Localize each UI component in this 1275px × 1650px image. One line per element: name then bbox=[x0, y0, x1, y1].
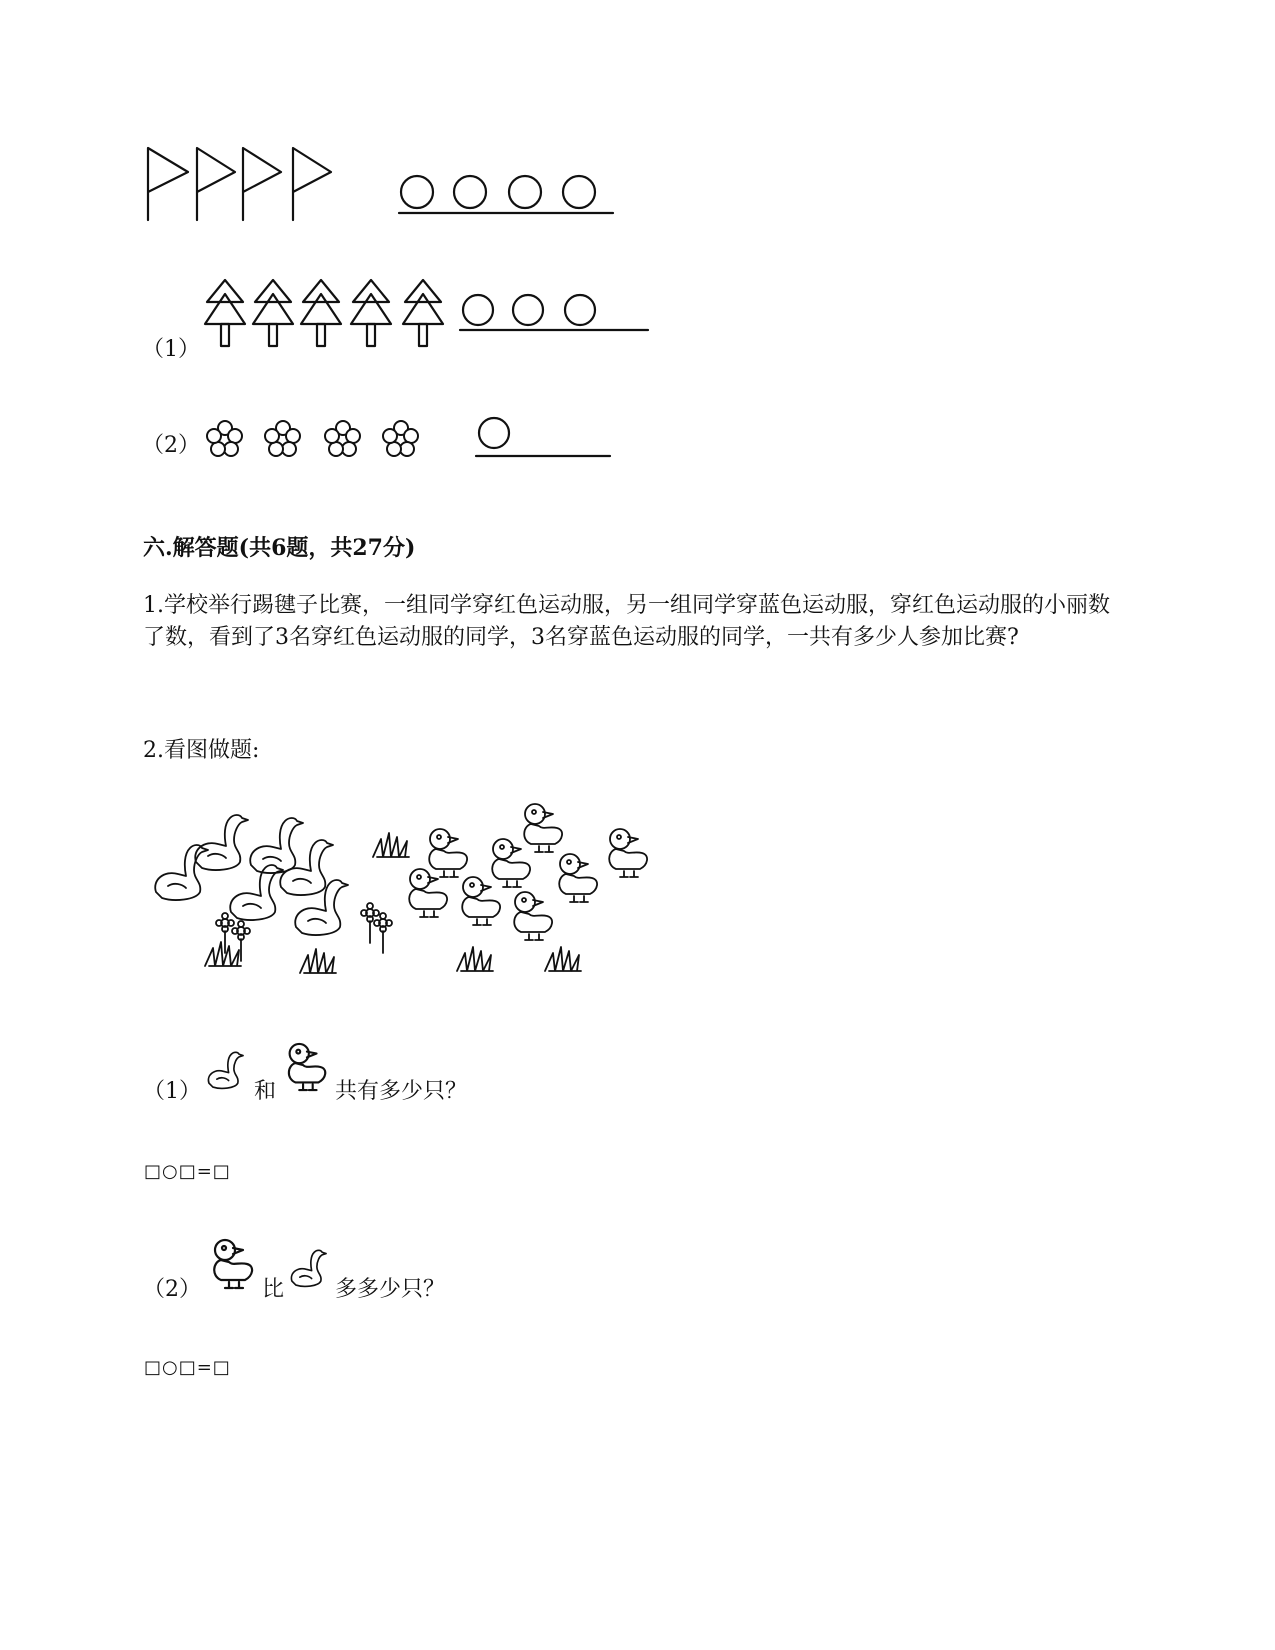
flowers-figure bbox=[205, 418, 430, 468]
flower-plant-icon bbox=[216, 913, 234, 953]
grass-icon bbox=[545, 947, 581, 971]
goose-icon bbox=[288, 1246, 330, 1290]
flower-icon bbox=[383, 421, 418, 456]
circles-answer-example bbox=[395, 170, 620, 220]
grass-icon bbox=[205, 942, 241, 966]
duck-icon bbox=[462, 877, 500, 925]
goose-icon bbox=[205, 1048, 247, 1092]
grass-icon bbox=[457, 947, 493, 971]
q2-sub2-connector: 比 bbox=[262, 1277, 285, 1302]
flower-plant-icon bbox=[232, 921, 250, 961]
circles-answer-1 bbox=[458, 290, 653, 340]
q2-sub2-equation: □○□=□ bbox=[144, 1357, 231, 1378]
duck-icon bbox=[280, 1040, 330, 1094]
tree-icon bbox=[205, 280, 245, 346]
flower-icon bbox=[207, 421, 242, 456]
tree-icon bbox=[403, 280, 443, 346]
tree-icon bbox=[253, 280, 293, 346]
q2-sub2-question: 多多少只？ bbox=[335, 1277, 446, 1302]
flower-icon bbox=[325, 421, 360, 456]
flags-figure bbox=[140, 140, 340, 230]
flower-plant-icon bbox=[361, 903, 379, 943]
duck-icon bbox=[429, 829, 467, 877]
question-1-text: 1.学校举行踢毽子比赛，一组同学穿红色运动服，另一组同学穿蓝色运动服，穿红色运动服的小丽数了数，看到了3名穿红色运动服的同学，3名穿蓝色运动服的同学，一共有多少人参加比赛? bbox=[143, 593, 1110, 650]
q2-sub1-equation: □○□=□ bbox=[144, 1161, 231, 1182]
match-item-1-label: （1） bbox=[142, 337, 200, 362]
q2-sub1-label: （1） bbox=[143, 1079, 201, 1104]
grass-icon bbox=[373, 833, 409, 857]
q2-sub1-question: 共有多少只？ bbox=[335, 1079, 468, 1104]
flower-plant-icon bbox=[374, 913, 392, 953]
trees-figure bbox=[203, 278, 448, 353]
grass-icon bbox=[300, 949, 336, 973]
duck-icon bbox=[609, 829, 647, 877]
duck-icon bbox=[559, 854, 597, 902]
goose-icon bbox=[195, 815, 248, 870]
goose-icon bbox=[230, 865, 283, 920]
section-heading: 六.解答题(共6题，共27分) bbox=[143, 535, 416, 561]
duck-icon bbox=[514, 892, 552, 940]
goose-icon bbox=[280, 840, 333, 895]
q2-sub1-connector: 和 bbox=[254, 1079, 277, 1104]
duck-icon bbox=[492, 839, 530, 887]
question-2-text: 2.看图做题: bbox=[143, 738, 260, 763]
tree-icon bbox=[351, 280, 391, 346]
goose-icon bbox=[155, 845, 208, 900]
geese-ducks-scene bbox=[145, 795, 655, 980]
duck-icon bbox=[205, 1236, 257, 1292]
goose-icon bbox=[295, 880, 348, 935]
tree-icon bbox=[301, 280, 341, 346]
duck-icon bbox=[524, 804, 562, 852]
q2-sub2-label: （2） bbox=[143, 1277, 201, 1302]
circles-answer-2 bbox=[474, 414, 614, 464]
flower-icon bbox=[265, 421, 300, 456]
goose-icon bbox=[250, 818, 303, 873]
match-item-2-label: （2） bbox=[142, 433, 200, 458]
